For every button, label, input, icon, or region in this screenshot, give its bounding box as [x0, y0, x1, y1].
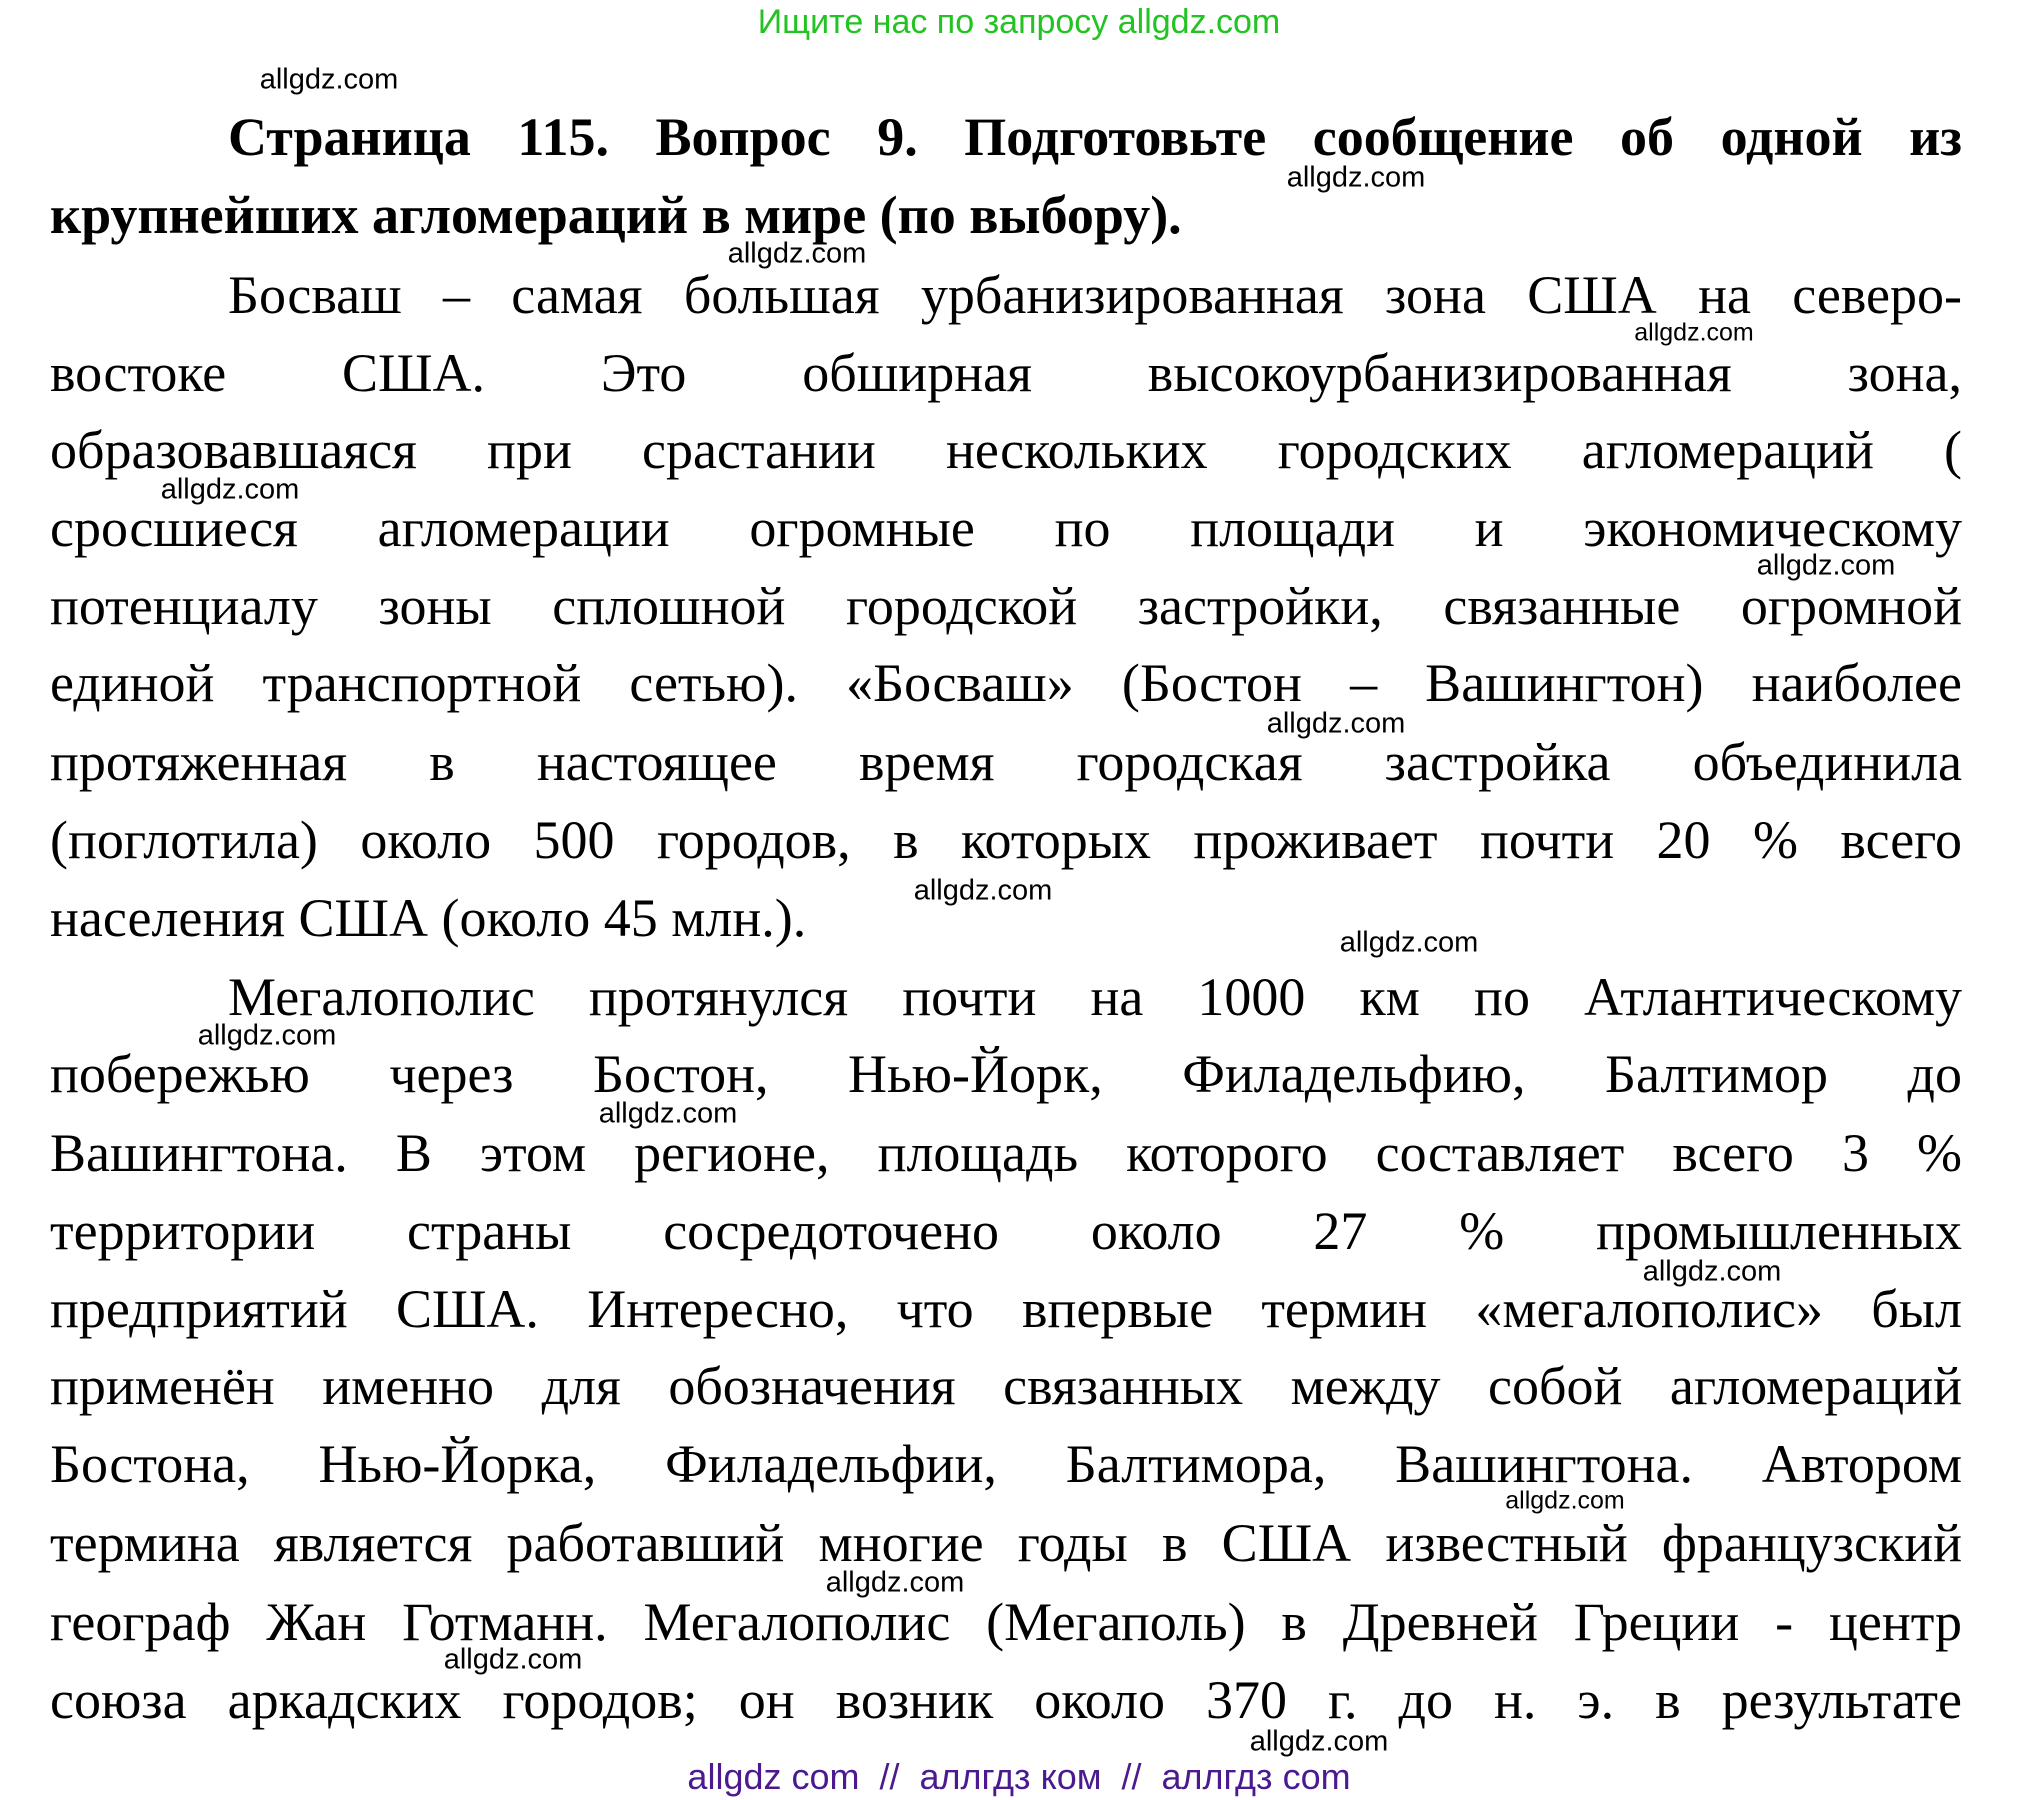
body-line: предприятий США. Интересно, что впервые термин «мегалополис» был — [50, 1279, 1962, 1339]
body-line: Вашингтона. В этом регионе, площадь которого составляет всего 3 % — [50, 1123, 1962, 1183]
body-line: Босваш – самая большая урбанизированная зона США на северо- — [228, 265, 1962, 325]
body-line: востоке США. Это обширная высокоурбанизированная зона, — [50, 343, 1962, 403]
watermark: allgdz.com — [160, 473, 300, 506]
body-line: термина является работавший многие годы в США известный французский — [50, 1513, 1962, 1573]
body-line: населения США (около 45 млн.). — [50, 888, 807, 948]
watermark: allgdz.com — [1339, 926, 1479, 959]
watermark: allgdz.com — [1756, 549, 1896, 582]
body-line: потенциалу зоны сплошной городской застройки, связанные огромной — [50, 576, 1962, 636]
watermark: allgdz.com — [443, 1643, 583, 1676]
watermark: allgdz.com — [197, 1019, 337, 1052]
bottom-banner: allgdz com // аллгдз ком // аллгдз com — [687, 1756, 1351, 1797]
watermark: allgdz.com — [598, 1097, 738, 1130]
watermark: allgdz.com — [1642, 1255, 1782, 1288]
body-line: географ Жан Готманн. Мегалополис (Мегаполь) в Древней Греции - центр — [50, 1592, 1962, 1652]
heading-line-2: крупнейших агломераций в мире (по выбору). — [50, 185, 1182, 245]
watermark: allgdz.com — [259, 63, 399, 96]
body-line: протяженная в настоящее время городская застройка объединила — [50, 732, 1962, 792]
body-line: союза аркадских городов; он возник около 370 г. до н. э. в результате — [50, 1670, 1962, 1730]
watermark: allgdz.com — [825, 1566, 965, 1599]
body-line: применён именно для обозначения связанных между собой агломераций — [50, 1356, 1962, 1416]
watermark: allgdz.com — [727, 237, 867, 270]
watermark: allgdz.com — [1286, 161, 1426, 194]
watermark: allgdz.com — [1634, 318, 1754, 347]
watermark: allgdz.com — [1505, 1486, 1625, 1515]
body-line: (поглотила) около 500 городов, в которых проживает почти 20 % всего — [50, 810, 1962, 870]
body-line: территории страны сосредоточено около 27 % промышленных — [50, 1201, 1962, 1261]
body-line: сросшиеся агломерации огромные по площади и экономическому — [50, 498, 1962, 558]
heading-line-1: Страница 115. Вопрос 9. Подготовьте сообщение об одной из — [228, 107, 1962, 167]
body-line: Бостона, Нью-Йорка, Филадельфии, Балтимора, Вашингтона. Автором — [50, 1434, 1962, 1494]
watermark: allgdz.com — [1266, 707, 1406, 740]
body-line: единой транспортной сетью). «Босваш» (Бостон – Вашингтон) наиболее — [50, 653, 1962, 713]
watermark: allgdz.com — [1249, 1725, 1389, 1758]
body-line: Мегалополис протянулся почти на 1000 км по Атлантическому — [228, 967, 1962, 1027]
body-line: побережью через Бостон, Нью-Йорк, Филадельфию, Балтимор до — [50, 1044, 1962, 1104]
top-banner: Ищите нас по запросу allgdz.com — [757, 3, 1281, 41]
body-line: образовавшаяся при срастании нескольких городских агломераций ( — [50, 420, 1962, 480]
watermark: allgdz.com — [913, 874, 1053, 907]
